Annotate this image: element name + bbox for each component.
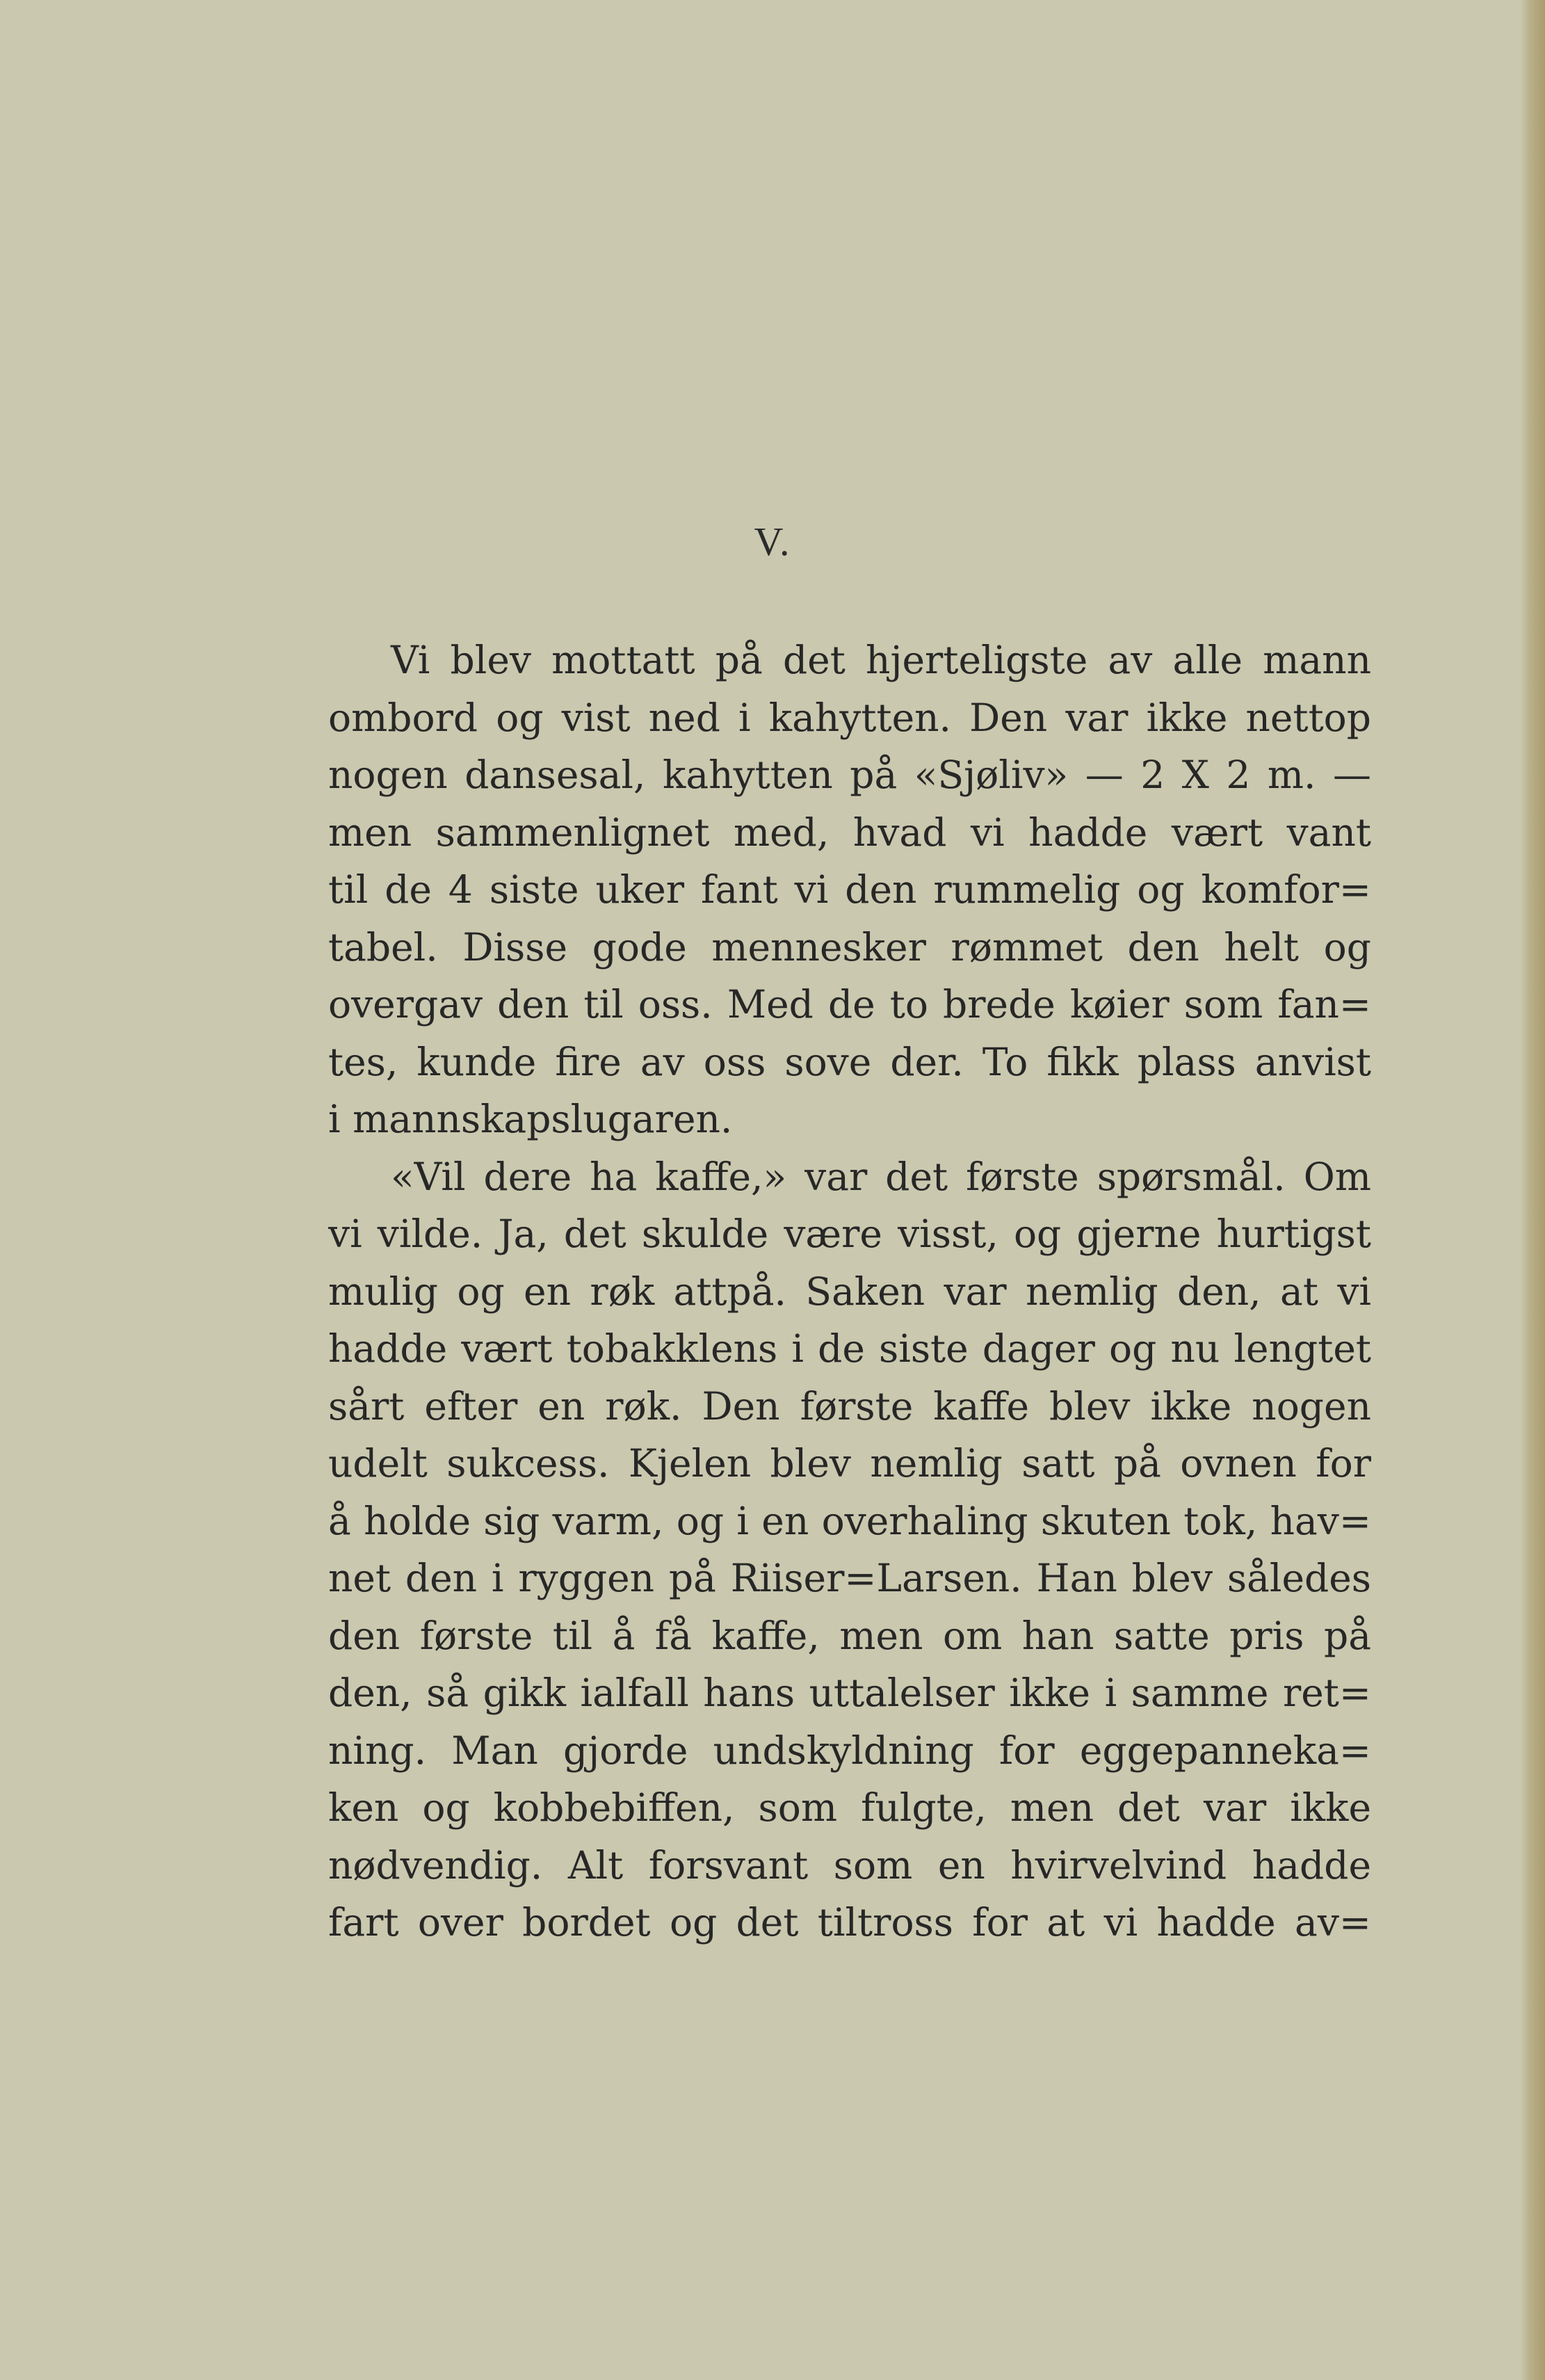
text-line: hadde vært tobakklens i de siste dager og nu lengtet — [328, 1326, 1371, 1371]
page-edge-shadow — [1520, 0, 1545, 2380]
text-line: fart over bordet og det tiltross for at vi hadde av= — [328, 1900, 1371, 1945]
text-line: den første til å få kaffe, men om han satte pris på — [328, 1613, 1371, 1658]
text-line: ken og kobbebiffen, som fulgte, men det var ikke — [328, 1785, 1371, 1830]
text-line: ning. Man gjorde undskyldning for eggepanneka= — [328, 1728, 1371, 1773]
text-line: vi vilde. Ja, det skulde være visst, og gjerne hurtigst — [328, 1212, 1371, 1256]
text-line: å holde sig varm, og i en overhaling skuten tok, hav= — [328, 1498, 1371, 1543]
text-line: mulig og en røk attpå. Saken var nemlig den, at vi — [328, 1269, 1371, 1314]
text-line: i mannskapslugaren. — [328, 1097, 733, 1141]
text-line: Vi blev mottatt på det hjerteligste av alle mann — [391, 638, 1371, 682]
text-line: tes, kunde fire av oss sove der. To fikk plass anvist — [328, 1039, 1371, 1084]
text-line: sårt efter en røk. Den første kaffe blev ikke nogen — [328, 1383, 1371, 1429]
text-line: udelt sukcess. Kjelen blev nemlig satt på ovnen for — [328, 1441, 1371, 1486]
text-line: ombord og vist ned i kahytten. Den var ikke nettop — [328, 695, 1371, 740]
text-line: net den i ryggen på Riiser=Larsen. Han blev således — [328, 1556, 1371, 1600]
body-text — [328, 632, 1371, 1952]
text-line: nødvendig. Alt forsvant som en hvirvelvind hadde — [328, 1842, 1371, 1888]
text-line: men sammenlignet med, hvad vi hadde vært vant — [328, 810, 1371, 855]
text-line: til de 4 siste uker fant vi den rummelig og komfor= — [328, 867, 1371, 912]
text-line: overgav den til oss. Med de to brede køier som fan= — [328, 982, 1371, 1027]
text-line: nogen dansesal, kahytten på «Sjøliv» — 2 X 2 m. — — [328, 753, 1371, 797]
chapter-heading: V. — [754, 519, 791, 564]
text-line: den, så gikk ialfall hans uttalelser ikke i samme ret= — [328, 1671, 1371, 1715]
text-line: «Vil dere ha kaffe,» var det første spørsmål. Om — [391, 1154, 1371, 1199]
text-line: tabel. Disse gode mennesker rømmet den helt og — [328, 924, 1371, 970]
